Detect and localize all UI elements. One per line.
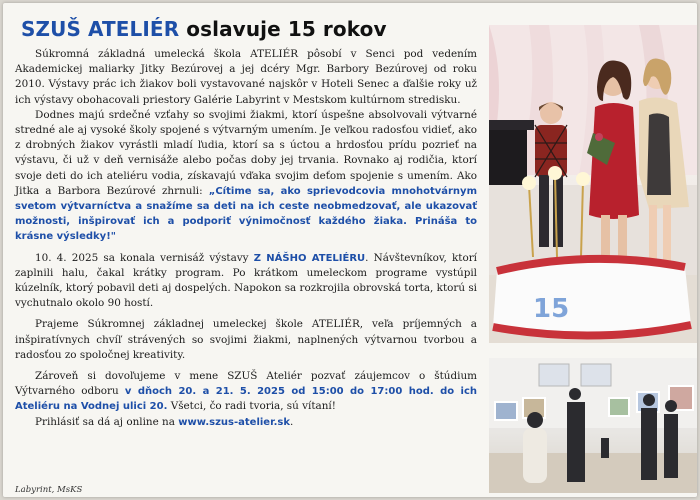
quote-text: „Cítime sa, ako sprievodcovia mnohotvárnym svetom výtvarníctva a snažíme sa deti na ich ceste neobmedzovať, ale ukazovať možnosti, inšpirovať ich a podporiť výnimočnosť každého žiaka. Prinášа to krásne výsledky!": [15, 185, 477, 243]
article-text: [15, 17, 477, 430]
website-link[interactable]: www.szus-atelier.sk: [178, 416, 290, 428]
exhibition-name: Z NÁŠHO ATELIÉRU: [253, 252, 366, 264]
photo-celebration: [489, 25, 697, 343]
photo-credit: Labyrint, MsKS: [15, 485, 83, 495]
invitation-text-b: Všetci, čo radi tvoria, sú vítaní!: [167, 400, 336, 413]
article-headline: [21, 17, 477, 41]
invitation-text-a: Zároveň si dovoľujeme v mene SZUŠ Ateliér pozvať záujemcov o štúdium Výtvarného odboru: [15, 370, 477, 398]
invitation-dates: v dňoch 20. a 21. 5. 2025 od 15:00 do 17:00 hod. do ich Ateliéru na Vodnej ulici 20.: [15, 386, 478, 413]
paragraph-online: [15, 415, 477, 430]
photo-exhibition-hall: [489, 358, 697, 493]
paragraph-wishes: Prajeme Súkromnej základnej umeleckej škole ATELIÉR, veľa príjemných a inšpiratívnych chvíľ strávených so svojimi žiakmi, naplnených výtvarnou tvorbou a radosťou zo spoločnej kreativity.: [15, 318, 477, 361]
headline-rest: oslavuje 15 rokov: [186, 17, 387, 41]
magazine-page: [3, 3, 697, 497]
birthday-cake: [489, 259, 697, 343]
online-text-b: .: [290, 415, 294, 428]
headline-brand: SZUŠ ATELIÉR: [21, 17, 180, 41]
online-text-a: Prihlásiť sa dá aj online na: [35, 415, 175, 428]
paragraph-intro: Súkromná základná umelecká škola ATELIÉR pôsobí v Senci pod vedením Akademickej maliarky Jitky Bezúrovej a jej dcéry Mgr. Barbory Bezúrovej od roku 2010. Výstavy prác ich žiakov boli vystavované najskôr v Hoteli Senec a ďalšie roky už ich výstavy obohacovali priestory Galérie Labyrint v Mestskom kultúrnom stredisku.: [15, 48, 477, 106]
cake-number: 15: [533, 294, 570, 324]
paragraph-relations-text: Dodnes majú srdečné vzťahy so svojimi žiakmi, ktorí úspešne absolvovali výtvarné stredné ale aj vysoké školy spojené s výtvarným umením. Je veľkou radosťou vidieť, ako z drobných žiakov vyrástli mladí ľudia, ktorí sa s úctou a hrdosťou prídu pozrieť na výstavu, či už v deň vernisáže alebo počas doby jej trvania. Rovnako aj rodičia, ktorí svoje deti do ich ateliéru vodia, získavajú vďaka svojim deťom spojenie s umením. Ako Jitka a Barbora Bezúrové zhrnuli:: [15, 108, 477, 197]
celebration-illustration: [489, 25, 697, 343]
vernissage-text-b: . Návštevníkov, ktorí zaplnili halu, čakal krátky program. Po krátkom umeleckom programe vystúpil kúzelník, ktorý pobavil deti aj dospelých. Napokon sa rozkrojila obrovská torta, ktorú si vychutnalo okolo 90 hostí.: [15, 251, 477, 310]
paragraph-invitation: [15, 369, 477, 415]
paragraph-relations: [15, 108, 477, 245]
exhibition-illustration: [489, 358, 697, 493]
paragraph-vernissage: [15, 251, 477, 312]
vernissage-text-a: 10. 4. 2025 sa konala vernisáž výstavy: [35, 251, 249, 264]
